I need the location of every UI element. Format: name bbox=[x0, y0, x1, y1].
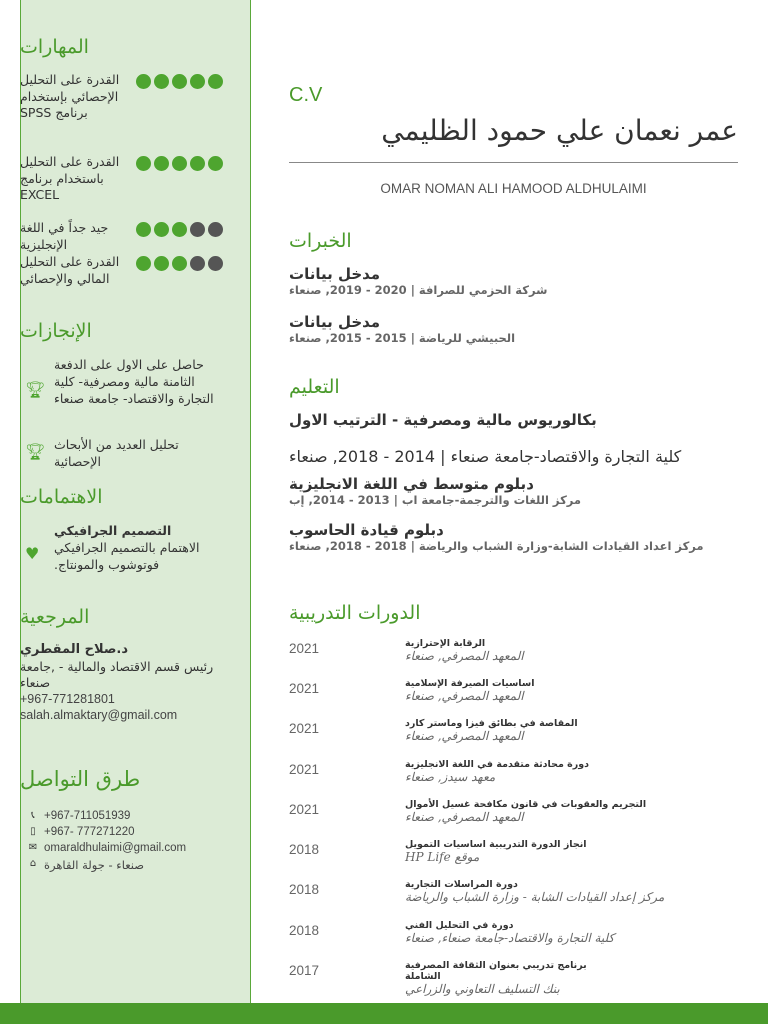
experience-details: الحبيشي للرياضة | 2015 - 2015, صنعاء bbox=[289, 331, 516, 345]
rating-dot-filled bbox=[190, 156, 205, 171]
education-details: مركز اعداد القيادات الشابة-وزارة الشباب والرياضة | 2018 - 2018, صنعاء bbox=[289, 539, 704, 553]
achievement-text: حاصل على الاول على الدفعة الثامنة مالية ومصرفية- كلية التجارة والاقتصاد- جامعة صنعاء bbox=[54, 357, 214, 406]
trophy-icon: 🏆︎ bbox=[25, 442, 46, 461]
reference-phone: +967-771281801 bbox=[20, 692, 115, 706]
skill-item bbox=[20, 220, 220, 252]
course-year: 2018 bbox=[289, 882, 320, 897]
rating-dot-filled bbox=[136, 256, 151, 271]
skill-item bbox=[20, 154, 220, 202]
home-icon: ⌂ bbox=[29, 858, 37, 869]
contact-email[interactable]: ✉ omaraldhulaimi@gmail.com bbox=[28, 842, 187, 854]
course-title: انجاز الدورة التدريبية اساسيات التمويل bbox=[405, 839, 587, 850]
contact-address: ⌂ صنعاء - جولة القاهرة bbox=[27, 858, 237, 874]
skill-text: القدرة على التحليل الإحصائي بإستخدام برنامج SPSS bbox=[20, 72, 120, 120]
skill-rating bbox=[136, 222, 223, 237]
course-title: دورة في التحليل الفني bbox=[405, 920, 514, 931]
rating-dot-filled bbox=[136, 222, 151, 237]
course-item bbox=[289, 960, 749, 996]
course-place: معهد سيدز, صنعاء bbox=[405, 770, 496, 784]
course-title: المقاصة في بطائق فيزا وماستر كارد bbox=[405, 718, 578, 729]
rating-dot-filled bbox=[172, 256, 187, 271]
phone-icon: 📞︎ bbox=[31, 810, 35, 821]
interest-text: الاهتمام بالتصميم الجرافيكي فوتوشوب والمونتاج. bbox=[54, 540, 200, 572]
course-place: مركز إعداد القيادات الشابة - وزارة الشباب والرياضة bbox=[405, 890, 665, 904]
education-details: مركز اللغات والترجمة-جامعة اب | 2013 - 2014, إب bbox=[289, 493, 582, 507]
achievement-text: تحليل العديد من الأبحاث الإحصائية bbox=[54, 437, 179, 469]
rating-dot-filled bbox=[190, 74, 205, 89]
experience-item bbox=[289, 266, 749, 297]
skill-text: القدرة على التحليل باستخدام برنامج EXCEL bbox=[20, 154, 120, 202]
course-year: 2018 bbox=[289, 842, 320, 857]
rating-dot-empty bbox=[208, 256, 223, 271]
course-title: دورة المراسلات التجارية bbox=[405, 879, 518, 890]
interest-title: التصميم الجرافيكي bbox=[54, 523, 172, 538]
course-place: المعهد المصرفي, صنعاء bbox=[405, 649, 524, 663]
interests-title: الاهتمامات bbox=[20, 486, 103, 508]
course-place: كلية التجارة والاقتصاد-جامعة صنعاء, صنعاء bbox=[405, 931, 615, 945]
rating-dot-empty bbox=[208, 222, 223, 237]
course-item bbox=[289, 678, 749, 714]
skill-rating bbox=[136, 156, 223, 171]
course-year: 2018 bbox=[289, 923, 320, 938]
experience-title: الخبرات bbox=[289, 230, 352, 252]
education-details: كلية التجارة والاقتصاد-جامعة صنعاء | 2014 - 2018, صنعاء bbox=[289, 447, 682, 466]
skill-rating bbox=[136, 256, 223, 271]
rating-dot-filled bbox=[172, 74, 187, 89]
rating-dot-filled bbox=[154, 222, 169, 237]
trophy-icon: 🏆︎ bbox=[25, 380, 46, 399]
course-year: 2021 bbox=[289, 802, 320, 817]
education-item bbox=[289, 412, 599, 429]
course-item bbox=[289, 718, 749, 754]
course-item bbox=[289, 799, 749, 835]
reference-email[interactable]: salah.almaktary@gmail.com bbox=[20, 708, 178, 722]
heart-icon: ♥ bbox=[25, 544, 40, 563]
rating-dot-filled bbox=[154, 156, 169, 171]
skill-text: القدرة على التحليل المالي والإحصائي bbox=[20, 254, 120, 286]
rating-dot-filled bbox=[136, 74, 151, 89]
course-year: 2021 bbox=[289, 762, 320, 777]
course-item bbox=[289, 879, 749, 915]
course-title: برنامج تدريبي بعنوان الثقافة المصرفية الشاملة bbox=[405, 960, 587, 982]
mobile-icon: ▯ bbox=[30, 826, 36, 837]
email-icon: ✉ bbox=[28, 842, 38, 853]
course-place: بنك التسليف التعاوني والزراعي bbox=[405, 982, 560, 996]
experience-item bbox=[289, 314, 749, 345]
skill-rating bbox=[136, 74, 223, 89]
rating-dot-filled bbox=[208, 74, 223, 89]
rating-dot-filled bbox=[172, 222, 187, 237]
experience-role: مدخل بيانات bbox=[289, 265, 381, 283]
education-degree: دبلوم متوسط في اللغة الانجليزية bbox=[289, 475, 534, 493]
course-place: المعهد المصرفي, صنعاء bbox=[405, 810, 524, 824]
course-item bbox=[289, 839, 749, 875]
education-degree: دبلوم قيادة الحاسوب bbox=[289, 521, 444, 539]
education-item bbox=[289, 476, 749, 507]
contact-phone[interactable]: 📞︎ +967-711051939 bbox=[27, 810, 237, 826]
courses-title: الدورات التدريبية bbox=[289, 602, 421, 624]
education-title: التعليم bbox=[289, 376, 340, 398]
name-english: OMAR NOMAN ALI HAMOOD ALDHULAIMI bbox=[380, 181, 647, 196]
skill-text: جيد جداً في اللغة الإنجليزية bbox=[20, 220, 109, 252]
course-item bbox=[289, 638, 749, 674]
contact-title: طرق التواصل bbox=[20, 767, 141, 791]
reference-title: المرجعية bbox=[20, 606, 90, 628]
reference-name: د.صلاح المقطري bbox=[20, 642, 129, 657]
course-place: المعهد المصرفي, صنعاء bbox=[405, 729, 524, 743]
course-title: الرقابة الإحترازية bbox=[405, 638, 486, 649]
course-item bbox=[289, 920, 749, 956]
education-item bbox=[289, 522, 749, 553]
rating-dot-filled bbox=[154, 74, 169, 89]
course-place: المعهد المصرفي, صنعاء bbox=[405, 689, 524, 703]
course-year: 2021 bbox=[289, 681, 320, 696]
skills-title: المهارات bbox=[20, 36, 89, 58]
rating-dot-empty bbox=[190, 256, 205, 271]
divider bbox=[289, 162, 738, 163]
rating-dot-filled bbox=[208, 156, 223, 171]
reference-role: رئيس قسم الاقتصاد والمالية - ,جامعة صنعاء bbox=[20, 659, 214, 690]
rating-dot-filled bbox=[136, 156, 151, 171]
bottom-bar bbox=[0, 1003, 768, 1024]
rating-dot-empty bbox=[190, 222, 205, 237]
experience-role: مدخل بيانات bbox=[289, 313, 381, 331]
course-title: اساسيات الصيرفة الإسلامية bbox=[405, 678, 535, 689]
course-title: دورة محادثة متقدمة في اللغة الانجليزية bbox=[405, 759, 590, 770]
course-item bbox=[289, 759, 749, 795]
course-year: 2017 bbox=[289, 963, 320, 978]
cv-label: C.V bbox=[289, 84, 323, 106]
course-title: التجريم والعقوبات في قانون مكافحة غسيل الأموال bbox=[405, 799, 647, 810]
reference-block bbox=[20, 642, 220, 723]
name-arabic: عمر نعمان علي حمود الظليمي bbox=[381, 114, 738, 147]
contact-mobile[interactable]: ▯ +967- 777271220 bbox=[27, 826, 237, 842]
skill-item bbox=[20, 254, 220, 286]
rating-dot-filled bbox=[154, 256, 169, 271]
course-place: موقع HP Life bbox=[405, 850, 480, 864]
rating-dot-filled bbox=[172, 156, 187, 171]
course-year: 2021 bbox=[289, 641, 320, 656]
experience-details: شركة الحزمي للصرافة | 2020 - 2019, صنعاء bbox=[289, 283, 548, 297]
course-year: 2021 bbox=[289, 721, 320, 736]
skill-item bbox=[20, 72, 220, 120]
achievements-title: الإنجازات bbox=[20, 320, 92, 342]
education-degree: بكالوريوس مالية ومصرفية - الترتيب الاول bbox=[289, 411, 597, 429]
